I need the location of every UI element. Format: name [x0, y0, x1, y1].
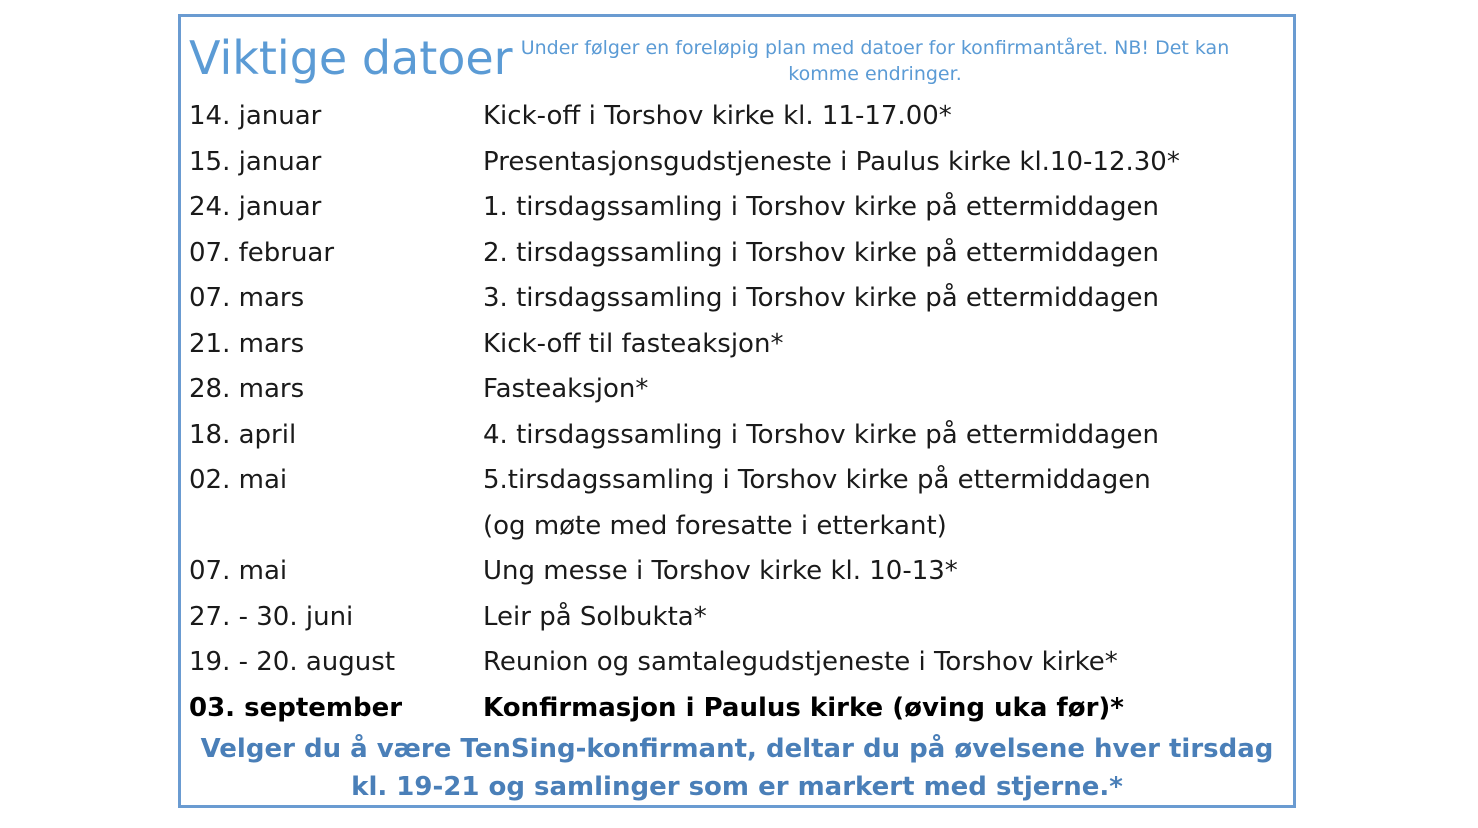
page-title: Viktige datoer: [189, 31, 513, 85]
footer-note: Velger du å være TenSing-konfirmant, deltar du på øvelsene hver tirsdag kl. 19-21 og samlinger som er markert med stjerne.*: [200, 734, 1274, 802]
schedule-date: 19. - 20. august: [189, 647, 396, 677]
schedule-event: Kick-off i Torshov kirke kl. 11-17.00*: [483, 101, 952, 131]
schedule-date: 24. januar: [189, 192, 322, 222]
schedule-date: 07. mai: [189, 556, 288, 586]
schedule-event: (og møte med foresatte i etterkant): [483, 511, 947, 541]
schedule-date: 02. mai: [189, 465, 288, 495]
schedule-event: 2. tirsdagssamling i Torshov kirke på ettermiddagen: [483, 238, 1159, 268]
schedule-date: 14. januar: [189, 101, 322, 131]
page-subtitle: Under følger en foreløpig plan med datoer for konfirmantåret. NB! Det kan komme endringer.: [520, 37, 1230, 85]
schedule-event: Reunion og samtalegudstjeneste i Torshov kirke*: [483, 647, 1118, 677]
schedule-date: 15. januar: [189, 147, 322, 177]
schedule-event: Ung messe i Torshov kirke kl. 10-13*: [483, 556, 958, 586]
schedule-event: Kick-off til fasteaksjon*: [483, 329, 784, 359]
schedule-event: 4. tirsdagssamling i Torshov kirke på ettermiddagen: [483, 420, 1159, 450]
schedule-event: Leir på Solbukta*: [483, 602, 707, 632]
schedule-date: 21. mars: [189, 329, 305, 359]
schedule-event: Konfirmasjon i Paulus kirke (øving uka før)*: [483, 693, 1124, 723]
schedule-date: 28. mars: [189, 374, 305, 404]
schedule-date: 18. april: [189, 420, 297, 450]
schedule-date: 07. mars: [189, 283, 305, 313]
schedule-event: 5.tirsdagssamling i Torshov kirke på ettermiddagen: [483, 465, 1151, 495]
schedule-event: Fasteaksjon*: [483, 374, 649, 404]
schedule-date: 07. februar: [189, 238, 335, 268]
schedule-event: 3. tirsdagssamling i Torshov kirke på ettermiddagen: [483, 283, 1159, 313]
schedule-date: 03. september: [189, 693, 403, 723]
schedule-event: 1. tirsdagssamling i Torshov kirke på ettermiddagen: [483, 192, 1159, 222]
schedule-event: Presentasjonsgudstjeneste i Paulus kirke kl.10-12.30*: [483, 147, 1180, 177]
schedule-date: 27. - 30. juni: [189, 602, 354, 632]
